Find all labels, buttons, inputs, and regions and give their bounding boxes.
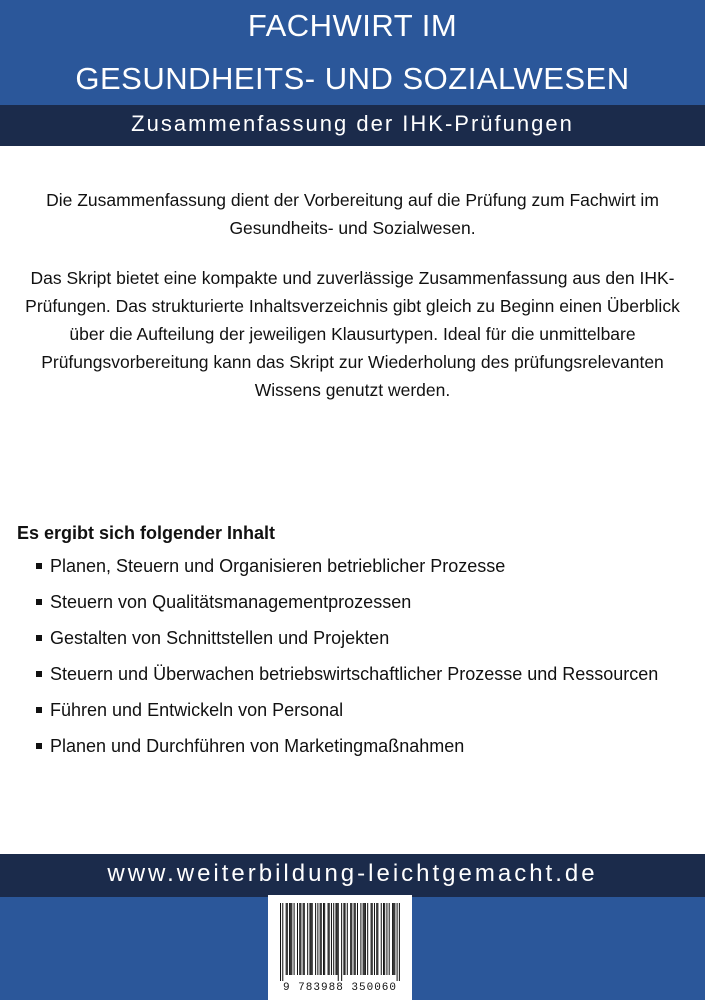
barcode-bar: [317, 903, 318, 975]
contents-item: [34, 628, 684, 648]
barcode-bar: [365, 903, 366, 975]
barcode-bar: [381, 903, 382, 975]
book-title-line-1: FACHWIRT IM: [247, 8, 458, 43]
barcode-bar: [329, 903, 330, 975]
barcode-bar: [383, 903, 384, 975]
book-subtitle: Zusammenfassung der IHK-Prüfungen: [131, 111, 574, 136]
barcode-bar: [347, 903, 348, 975]
barcode-bar: [307, 903, 308, 975]
barcode-bar: [286, 903, 287, 975]
contents-list: [34, 556, 684, 772]
barcode-bar: [343, 903, 344, 975]
bullet-icon: [36, 671, 42, 677]
barcode-bar: [393, 903, 394, 975]
contents-item-label: Steuern und Überwachen betriebswirtschaftlicher Prozesse und Ressourcen: [50, 664, 659, 684]
book-title-line-2: GESUNDHEITS- UND SOZIALWESEN: [75, 61, 630, 96]
barcode-bar: [280, 903, 281, 981]
bullet-icon: [36, 635, 42, 641]
bullet-icon: [36, 599, 42, 605]
contents-item: [34, 700, 684, 720]
barcode-bar: [351, 903, 352, 975]
barcode-bar: [291, 903, 292, 975]
barcode-bar: [321, 903, 322, 975]
barcode-bar: [323, 903, 324, 975]
barcode-bar: [341, 903, 342, 981]
barcode-bar: [297, 903, 298, 975]
contents-item: [34, 592, 684, 612]
barcode-bar: [394, 903, 395, 975]
contents-item-label: Gestalten von Schnittstellen und Projekten: [50, 628, 390, 648]
barcode-bar: [335, 903, 336, 975]
barcode-bar: [363, 903, 364, 975]
contents-item: [34, 664, 684, 684]
barcode: [268, 895, 412, 1000]
barcode-bar: [320, 903, 321, 975]
contents-item-label: Steuern von Qualitätsmanagementprozessen: [50, 592, 412, 612]
contents-item: [34, 556, 684, 576]
barcode-bar: [355, 903, 356, 975]
barcode-bar: [397, 903, 398, 981]
barcode-bar: [392, 903, 393, 975]
barcode-bar: [384, 903, 385, 975]
barcode-bar: [364, 903, 365, 975]
barcode-bar: [337, 903, 338, 975]
website-url: www.weiterbildung-leichtgemacht.de: [107, 860, 598, 887]
barcode-number: 9 783988 350060: [282, 982, 398, 994]
barcode-bar: [294, 903, 295, 975]
bullet-icon: [36, 743, 42, 749]
barcode-bar: [371, 903, 372, 975]
contents-heading: Es ergibt sich folgender Inhalt: [17, 523, 276, 543]
barcode-bar: [345, 903, 346, 975]
barcode-bar: [315, 903, 316, 975]
barcode-bar: [303, 903, 304, 975]
contents-item-label: Planen, Steuern und Organisieren betrieblicher Prozesse: [50, 556, 506, 576]
barcode-bar: [372, 903, 373, 975]
barcode-bar: [386, 903, 387, 975]
contents-item-label: Führen und Entwickeln von Personal: [50, 700, 344, 720]
barcode-bar: [357, 903, 358, 975]
barcode-bar: [299, 903, 300, 975]
intro-paragraph-2: Das Skript bietet eine kompakte und zuverlässige Zusammenfassung aus den IHK-Prüfungen. Das strukturierte Inhaltsverzeichnis gibt gleich zu Beginn einen Überblick über die Aufteilung der jeweiligen Klausurtypen. Ideal für die unmittelbare Prüfungsvorbereitung kann das Skript zur Wiederholung des prüfungsrelevanten Wissens genutzt werden.: [25, 268, 680, 400]
barcode-bar: [289, 903, 290, 975]
barcode-bar: [312, 903, 313, 975]
bullet-icon: [36, 563, 42, 569]
barcode-bar: [367, 903, 368, 975]
barcode-bar: [324, 903, 325, 975]
barcode-bar: [311, 903, 312, 975]
barcode-bar: [350, 903, 351, 975]
barcode-bar: [290, 903, 291, 975]
barcode-bar: [328, 903, 329, 975]
barcode-bar: [309, 903, 310, 975]
barcode-bar: [338, 903, 339, 981]
barcode-bar: [377, 903, 378, 975]
barcode-bar: [282, 903, 283, 981]
barcode-bar: [333, 903, 334, 975]
intro-paragraph-1: Die Zusammenfassung dient der Vorbereitung auf die Prüfung zum Fachwirt im Gesundheits- und Sozialwesen.: [46, 190, 659, 238]
contents-item: [34, 736, 684, 756]
barcode-bar: [376, 903, 377, 975]
barcode-bar: [374, 903, 375, 975]
barcode-bars: [280, 903, 400, 981]
barcode-bar: [331, 903, 332, 975]
barcode-bar: [300, 903, 301, 975]
barcode-bar: [399, 903, 400, 981]
contents-item-label: Planen und Durchführen von Marketingmaßnahmen: [50, 736, 465, 756]
barcode-bar: [360, 903, 361, 975]
bullet-icon: [36, 707, 42, 713]
barcode-bar: [287, 903, 288, 975]
barcode-bar: [389, 903, 390, 975]
barcode-bar: [354, 903, 355, 975]
barcode-bar: [304, 903, 305, 975]
